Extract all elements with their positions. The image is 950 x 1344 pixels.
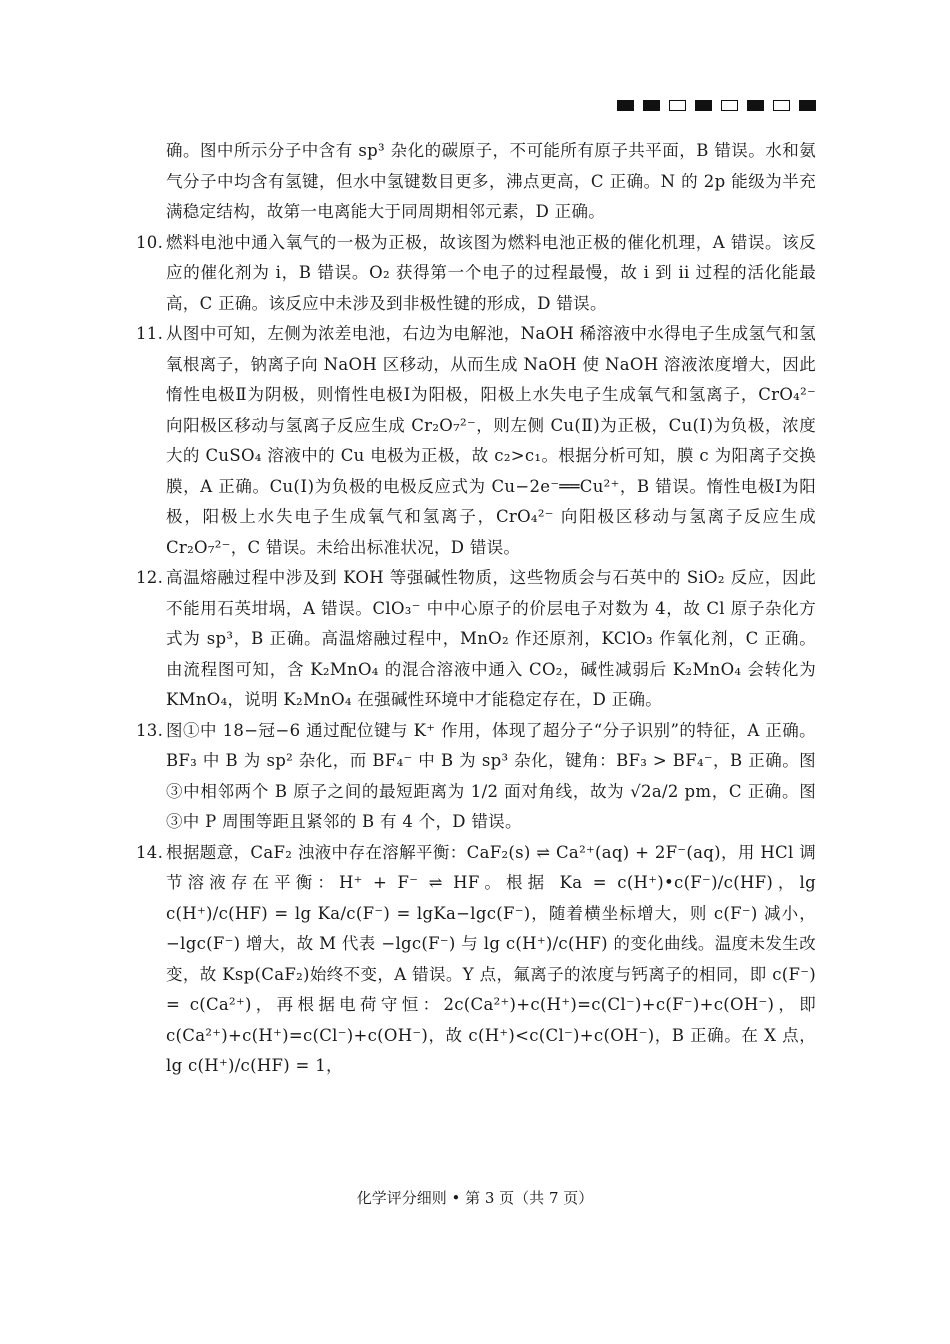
- answer-item-13: [136, 716, 816, 838]
- empty-square-icon: [773, 100, 790, 111]
- item-text: 从图中可知，左侧为浓差电池，右边为电解池，NaOH 稀溶液中水得电子生成氢气和氢氧根离子，钠离子向 NaOH 区移动，从而生成 NaOH 使 NaOH 溶液浓度增大，因此惰性电极Ⅱ为阴极，则惰性电极Ⅰ为阳极，阳极上水失电子生成氧气和氢离子，CrO₄²⁻ 向阳极区移动与氢离子反应生成 Cr₂O₇²⁻，则左侧 Cu(Ⅱ)为正极，Cu(Ⅰ)为负极，浓度大的 CuSO₄ 溶液中的 Cu 电极为正极，故 c₂>c₁。根据分析可知，膜 c 为阳离子交换膜，A 正确。Cu(Ⅰ)为负极的电极反应式为 Cu−2e⁻══Cu²⁺，B 错误。惰性电极Ⅰ为阳极，阳极上水失电子生成氧气和氢离子，CrO₄²⁻ 向阳极区移动与氢离子反应生成 Cr₂O₇²⁻，C 错误。未给出标准状况，D 错误。: [166, 324, 816, 557]
- answer-item-14: [136, 838, 816, 1082]
- answer-item-12: [136, 563, 816, 716]
- item-number: 14.: [136, 842, 164, 862]
- continuation-text: 确。图中所示分子中含有 sp³ 杂化的碳原子，不可能所有原子共平面，B 错误。水和氨气分子中均含有氢键，但水中氢键数目更多，沸点更高，C 正确。N 的 2p 能级为半充满稳定结构，故第一电离能大于同周期相邻元素，D 正确。: [166, 141, 816, 221]
- answer-content: [136, 136, 816, 1082]
- empty-square-icon: [721, 100, 738, 111]
- item-number: 11.: [136, 324, 164, 343]
- item-text: 燃料电池中通入氧气的一极为正极，故该图为燃料电池正极的催化机理，A 错误。该反应的催化剂为 i，B 错误。O₂ 获得第一个电子的过程最慢，故 i 到 ii 过程的活化能最高，C 正确。该反应中未涉及到非极性键的形成，D 错误。: [166, 232, 816, 313]
- answer-item-11: [136, 319, 816, 563]
- item-number: 13.: [136, 720, 164, 740]
- answer-item-10: [136, 228, 816, 320]
- filled-square-icon: [643, 100, 660, 111]
- filled-square-icon: [695, 100, 712, 111]
- item-text: 根据题意，CaF₂ 浊液中存在溶解平衡：CaF₂(s) ⇌ Ca²⁺(aq) + 2F⁻(aq)，用 HCl 调节溶液存在平衡：H⁺ + F⁻ ⇌ HF。根据 Ka = c(H⁺)•c(F⁻)/c(HF)，lg c(H⁺)/c(HF) = lg Ka/c(F⁻) = lgKa−lgc(F⁻)，随着横坐标增大，则 c(F⁻) 减小，−lgc(F⁻) 增大，故 M 代表 −lgc(F⁻) 与 lg c(H⁺)/c(HF) 的变化曲线。温度未发生改变，故 Ksp(CaF₂)始终不变，A 错误。Y 点，氟离子的浓度与钙离子的相同，即 c(F⁻) = c(Ca²⁺)，再根据电荷守恒：2c(Ca²⁺)+c(H⁺)=c(Cl⁻)+c(F⁻)+c(OH⁻)，即 c(Ca²⁺)+c(H⁺)=c(Cl⁻)+c(OH⁻)，故 c(H⁺)<c(Cl⁻)+c(OH⁻)，B 正确。在 X 点，lg c(H⁺)/c(HF) = 1，: [166, 842, 816, 1075]
- item-text: 高温熔融过程中涉及到 KOH 等强碱性物质，这些物质会与石英中的 SiO₂ 反应，因此不能用石英坩埚，A 错误。ClO₃⁻ 中中心原子的价层电子对数为 4，故 Cl 原子杂化方式为 sp³，B 正确。高温熔融过程中，MnO₂ 作还原剂，KClO₃ 作氧化剂，C 正确。由流程图可知，含 K₂MnO₄ 的混合溶液中通入 CO₂，碱性减弱后 K₂MnO₄ 会转化为 KMnO₄，说明 K₂MnO₄ 在强碱性环境中才能稳定存在，D 正确。: [166, 568, 816, 709]
- continuation-paragraph: [136, 136, 816, 228]
- empty-square-icon: [669, 100, 686, 111]
- header-marks: [617, 100, 816, 111]
- page-footer: 化学评分细则 • 第 3 页（共 7 页）: [356, 1189, 594, 1207]
- filled-square-icon: [799, 100, 816, 111]
- filled-square-icon: [747, 100, 764, 111]
- item-number: 10.: [136, 232, 164, 252]
- filled-square-icon: [617, 100, 634, 111]
- item-text: 图①中 18−冠−6 通过配位键与 K⁺ 作用，体现了超分子“分子识别”的特征，A 正确。BF₃ 中 B 为 sp² 杂化，而 BF₄⁻ 中 B 为 sp³ 杂化，键角：BF₃ > BF₄⁻，B 正确。图③中相邻两个 B 原子之间的最短距离为 1/2 面对角线，故为 √2a/2 pm，C 正确。图③中 P 周围等距且紧邻的 B 有 4 个，D 错误。: [166, 720, 816, 831]
- item-number: 12.: [136, 568, 164, 587]
